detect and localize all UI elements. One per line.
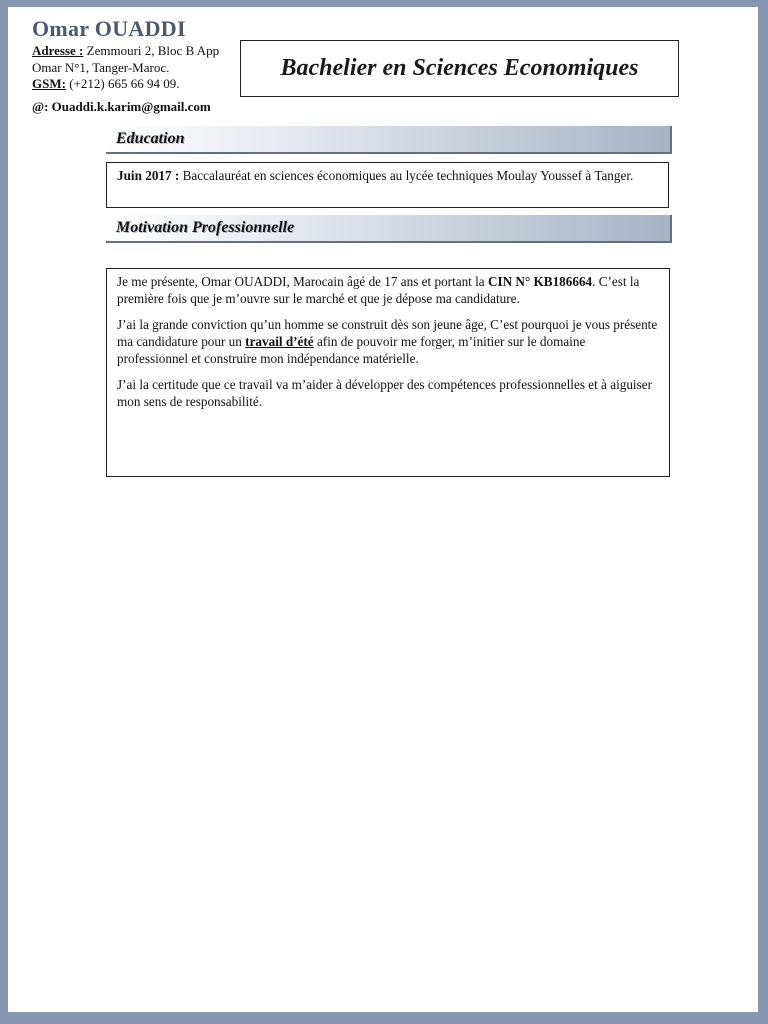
email-value: Ouaddi.k.karim@gmail.com	[48, 99, 211, 114]
motivation-paragraph-2	[117, 316, 659, 367]
motivation-p1-text-a: Je me présente, Omar OUADDI, Marocain âgé de 17 ans et portant la	[117, 274, 488, 289]
cin-number: CIN N° KB186664	[487, 274, 593, 289]
motivation-paragraph-1	[117, 273, 659, 307]
address-line-1	[32, 43, 219, 60]
motivation-paragraph-3: J’ai la certitude que ce travail va m’aider à développer des compétences professionnelles et à aiguiser mon sens de responsabilité.	[117, 377, 652, 409]
gsm-label: GSM:	[32, 76, 66, 91]
motivation-p2-text-a: J’ai la grande conviction qu’un homme se construit dès son jeune âge, C’est pourquoi je vous présente ma candidature pour un	[117, 317, 658, 349]
contact-block	[32, 43, 219, 93]
candidate-name: Omar OUADDI	[32, 16, 186, 41]
address-label: Adresse :	[32, 43, 84, 58]
address-line-2: Omar N°1, Tanger-Maroc.	[32, 59, 170, 75]
title-box	[240, 40, 679, 97]
motivation-box	[106, 268, 670, 477]
motivation-p1-text-b: . C’est la première fois que je m’ouvre sur le marché et que je dépose ma candidature.	[117, 274, 640, 306]
motivation-p2-text-b: afin de pouvoir me forger, m’initier sur le domaine professionnel et construire mon indépendance matérielle.	[117, 334, 586, 366]
summer-job-emphasis: travail d’été	[245, 334, 314, 349]
address-value: Zemmouri 2, Bloc B App	[83, 43, 220, 58]
education-header	[106, 126, 672, 154]
motivation-header	[106, 215, 672, 243]
email-line	[32, 99, 211, 115]
motivation-heading: Motivation Professionnelle	[116, 219, 295, 236]
degree-title: Bachelier en Sciences Economiques	[280, 55, 639, 81]
gsm-line	[32, 76, 219, 93]
education-heading: Education	[116, 130, 185, 147]
email-label: @:	[32, 99, 49, 114]
education-text: Baccalauréat en sciences économiques au lycée techniques Moulay Youssef à Tanger.	[179, 168, 634, 183]
gsm-value: (+212) 665 66 94 09.	[65, 76, 180, 91]
education-date: Juin 2017 :	[117, 168, 180, 183]
education-box	[106, 162, 669, 208]
